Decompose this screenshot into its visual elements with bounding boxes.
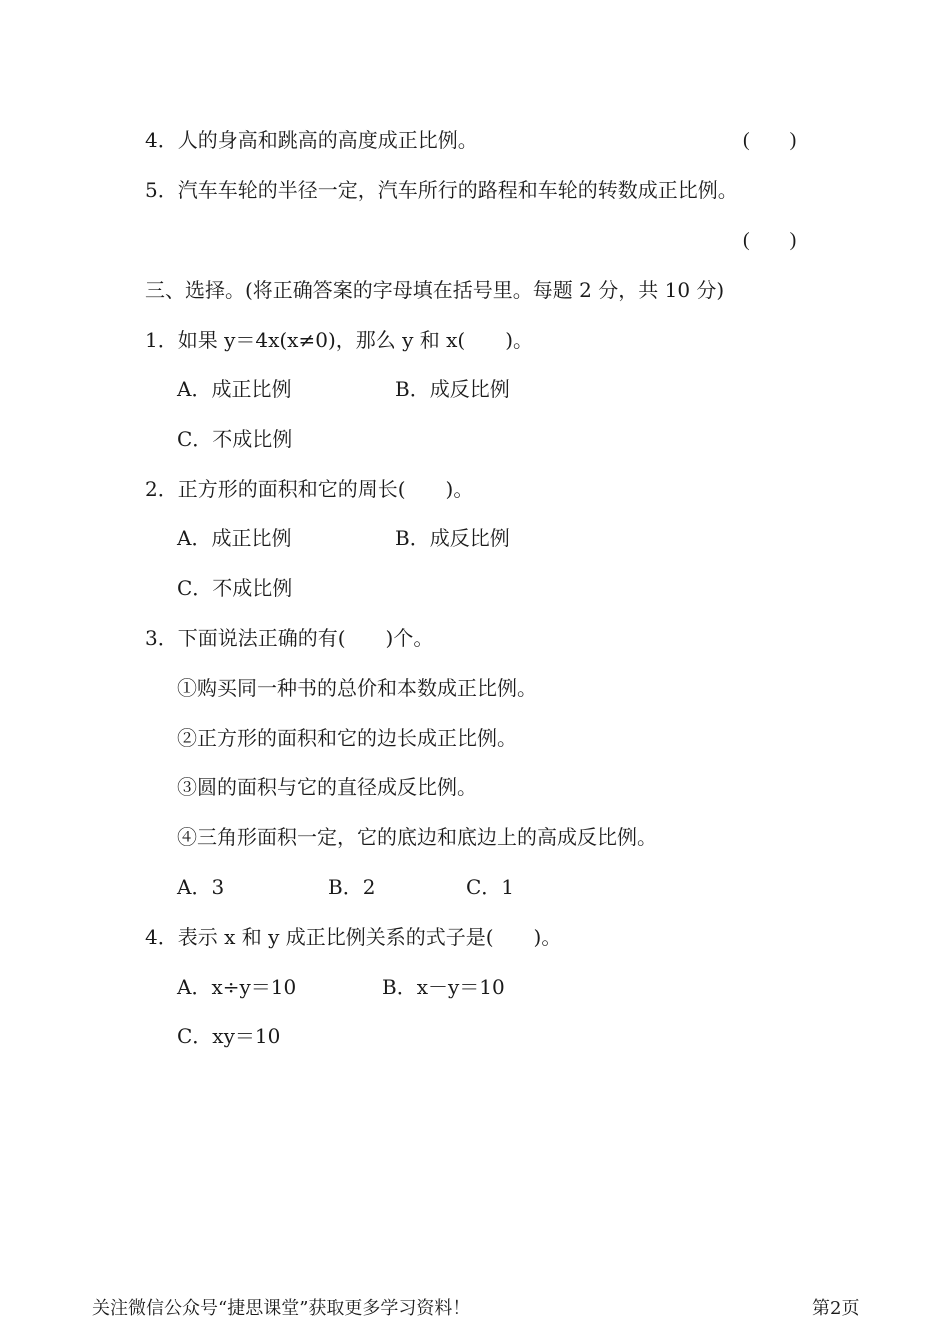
q3-statement: ②正方形的面积和它的边长成正比例。: [177, 726, 517, 750]
q2-option-c[interactable]: C．不成比例: [177, 576, 293, 600]
q1-option-a[interactable]: A．成正比例: [177, 377, 292, 401]
q2-text: 2．正方形的面积和它的周长( )。: [145, 477, 474, 501]
q1-option-c[interactable]: C．不成比例: [177, 427, 293, 451]
q3-option-c[interactable]: C．1: [466, 875, 515, 899]
judge-q5-answer-blank[interactable]: ( ): [743, 229, 797, 251]
q2-option-b[interactable]: B．成反比例: [395, 526, 510, 550]
q3-text: 3．下面说法正确的有( )个。: [145, 626, 434, 650]
q4-option-b[interactable]: B．x－y＝10: [382, 975, 505, 999]
q3-statement: ①购买同一种书的总价和本数成正比例。: [177, 676, 537, 700]
judge-q4-answer-blank[interactable]: ( ): [743, 129, 797, 151]
page-number: 第2页: [812, 1298, 860, 1319]
q1-text: 1．如果 y＝4x(x≠0)，那么 y 和 x( )。: [145, 328, 534, 352]
judge-q5-text: 5．汽车车轮的半径一定，汽车所行的路程和车轮的转数成正比例。: [145, 178, 738, 202]
q4-text: 4．表示 x 和 y 成正比例关系的式子是( )。: [145, 925, 562, 949]
q2-option-a[interactable]: A．成正比例: [177, 526, 292, 550]
q3-option-a[interactable]: A．3: [177, 875, 225, 899]
q3-statement: ④三角形面积一定，它的底边和底边上的高成反比例。: [177, 825, 657, 849]
footer-promo-text: 关注微信公众号“捷思课堂”获取更多学习资料！: [92, 1298, 471, 1319]
q3-statement: ③圆的面积与它的直径成反比例。: [177, 775, 477, 799]
q4-option-a[interactable]: A．x÷y＝10: [177, 975, 297, 999]
q1-option-b[interactable]: B．成反比例: [395, 377, 510, 401]
section-3-title: 三、选择。(将正确答案的字母填在括号里。每题 2 分，共 10 分): [145, 278, 725, 302]
judge-q4-text: 4．人的身高和跳高的高度成正比例。: [145, 128, 478, 152]
q3-option-b[interactable]: B．2: [328, 875, 376, 899]
q4-option-c[interactable]: C．xy＝10: [177, 1024, 281, 1048]
